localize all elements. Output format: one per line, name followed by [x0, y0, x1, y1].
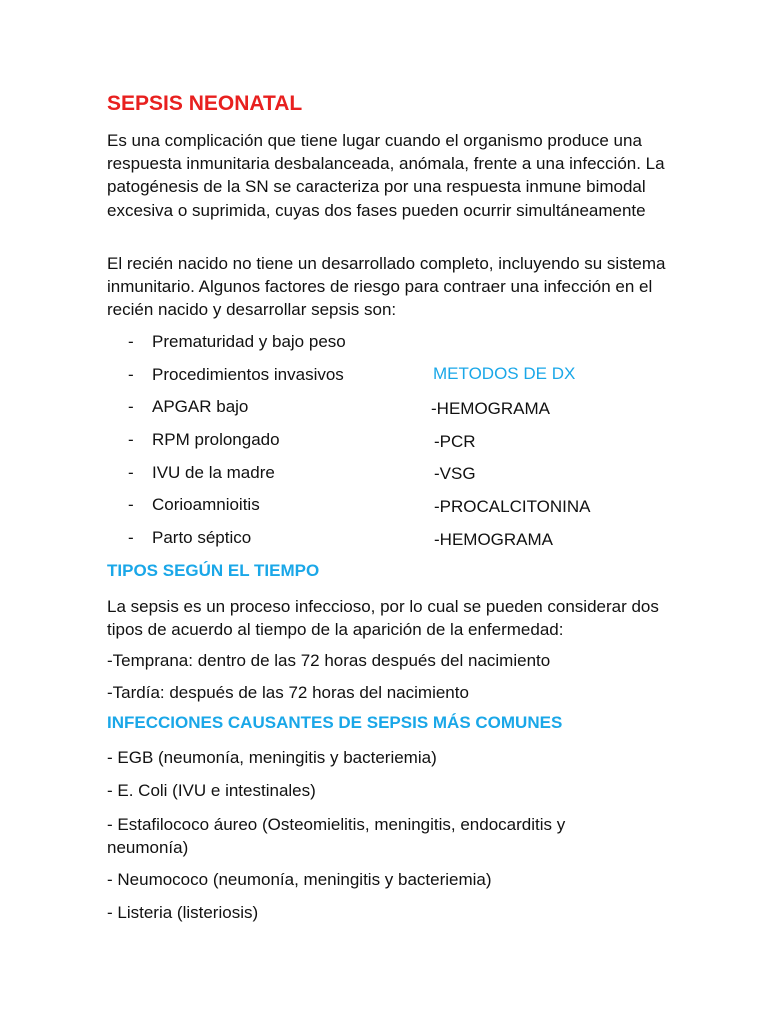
type-late: -Tardía: después de las 72 horas del nacimiento	[107, 683, 469, 702]
cause-item: - E. Coli (IVU e intestinales)	[107, 781, 316, 800]
cause-item: - Neumococo (neumonía, meningitis y bacteriemia)	[107, 870, 492, 889]
bullet-dash: -	[128, 430, 134, 450]
dx-method-item: -PROCALCITONINA	[434, 497, 591, 517]
bullet-dash: -	[128, 332, 134, 351]
bullet-dash: -	[128, 528, 134, 548]
dx-methods-heading: METODOS DE DX	[433, 364, 576, 383]
types-heading: TIPOS SEGÚN EL TIEMPO	[107, 561, 320, 580]
dx-method-item: -HEMOGRAMA	[431, 399, 550, 418]
risk-factor-label: IVU de la madre	[152, 462, 275, 482]
type-early: -Temprana: dentro de las 72 horas después del nacimiento	[107, 651, 551, 670]
dx-methods-list	[431, 397, 591, 560]
types-intro-paragraph: La sepsis es un proceso infeccioso, por lo cual se pueden considerar dos tipos de acuerdo al tiempo de la aparición de la enfermedad:	[107, 597, 659, 640]
risk-factor-label: Prematuridad y bajo peso	[152, 332, 346, 351]
cause-item: - EGB (neumonía, meningitis y bacteriemia)	[107, 748, 437, 767]
bullet-dash: -	[128, 364, 134, 384]
document-title: SEPSIS NEONATAL	[107, 92, 303, 115]
bullet-dash: -	[128, 397, 134, 417]
intro-paragraph: Es una complicación que tiene lugar cuando el organismo produce una respuesta inmunitaria desbalanceada, anómala, frente a una infección. La patogénesis de la SN se caracteriza por una respuesta inmune bimodal excesiva o suprimida, cuyas dos fases pueden ocurrir simultáneamente	[107, 131, 665, 220]
risk-factor-label: Procedimientos invasivos	[152, 364, 344, 384]
dx-method-item: -VSG	[434, 464, 476, 484]
dx-method-item: -PCR	[434, 431, 476, 451]
dx-method-item: -HEMOGRAMA	[434, 529, 553, 549]
risk-factor-label: RPM prolongado	[152, 430, 280, 450]
cause-item: - Estafilococo áureo (Osteomielitis, meningitis, endocarditis y neumonía)	[107, 815, 566, 858]
risk-intro-paragraph: El recién nacido no tiene un desarrollado completo, incluyendo su sistema inmunitario. Algunos factores de riesgo para contraer una infección en el recién nacido y desarrollar sepsis son:	[107, 254, 666, 320]
bullet-dash: -	[128, 495, 134, 515]
bullet-dash: -	[128, 462, 134, 482]
risk-factor-label: APGAR bajo	[152, 397, 249, 417]
causes-heading: INFECCIONES CAUSANTES DE SEPSIS MÁS COMUNES	[107, 713, 563, 732]
cause-item: - Listeria (listeriosis)	[107, 903, 259, 922]
risk-factor-label: Corioamnioitis	[152, 495, 260, 515]
risk-factor-label: Parto séptico	[152, 528, 252, 548]
